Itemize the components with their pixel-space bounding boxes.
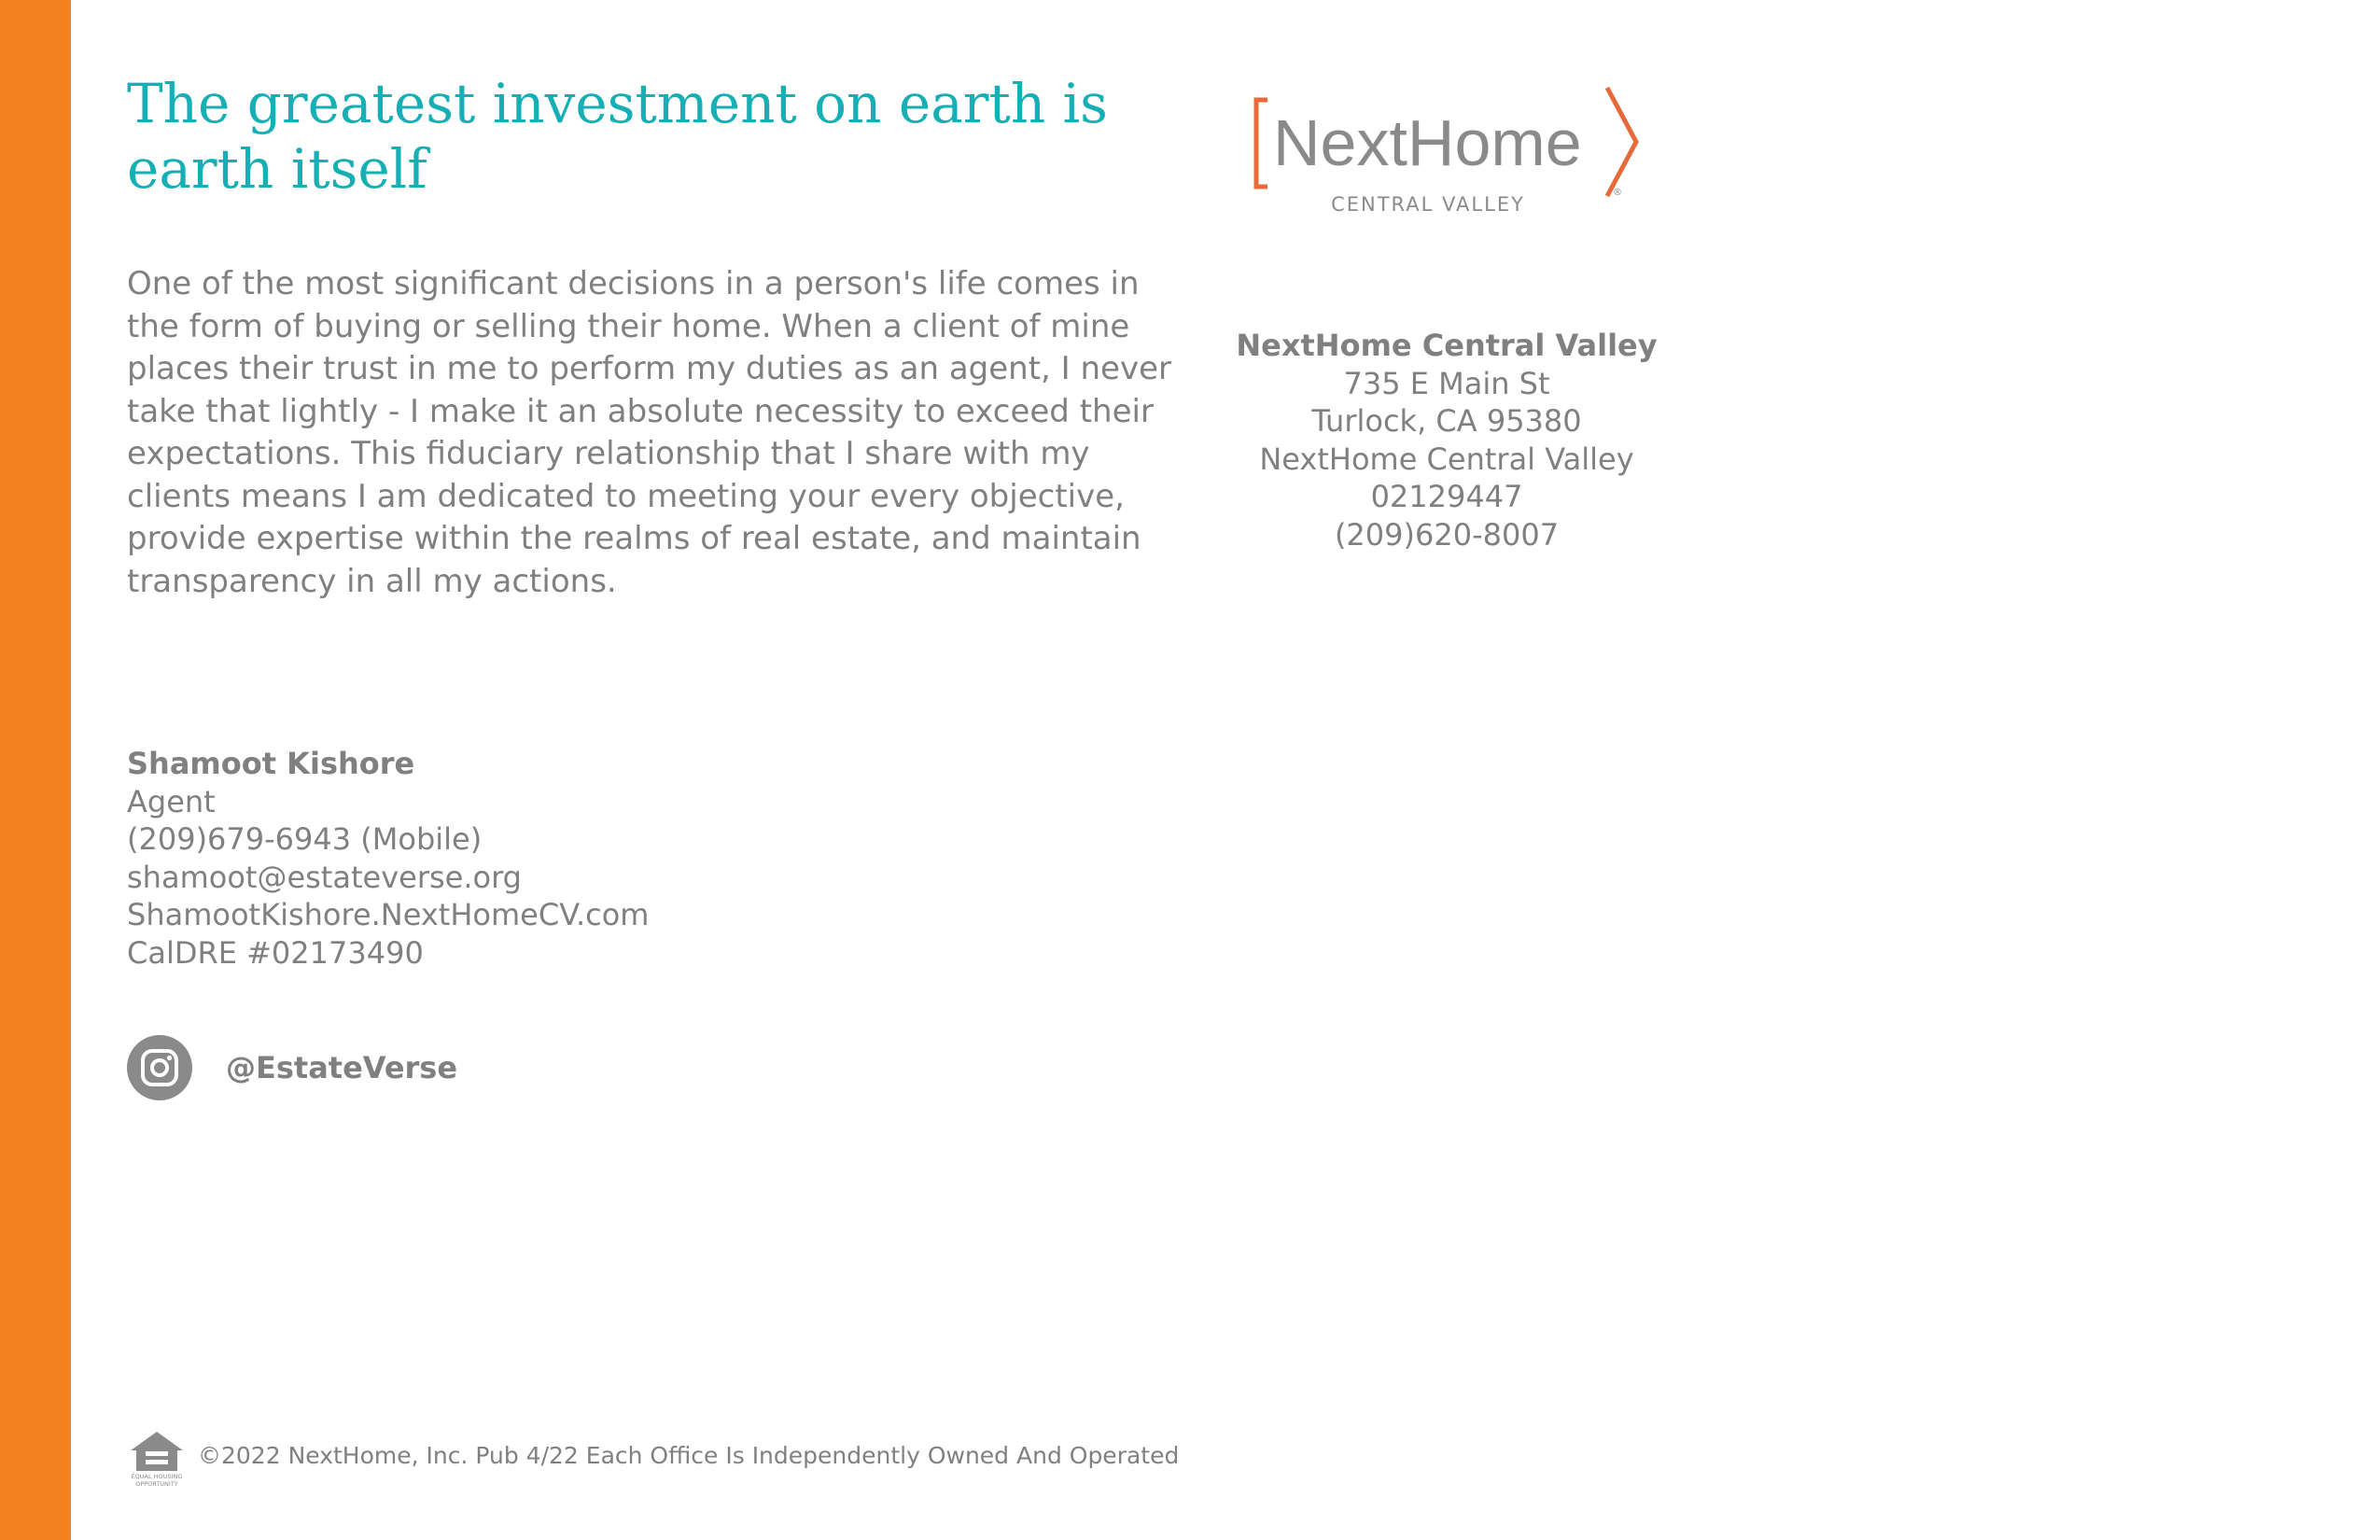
office-info-block [1213,327,1680,553]
agent-license: CalDRE #02173490 [127,934,424,971]
accent-side-bar [0,0,71,1540]
agent-email[interactable]: shamoot@estateverse.org [127,859,522,895]
nexthome-logo [1241,75,1671,224]
agent-phone[interactable]: (209)679-6943 (Mobile) [127,821,483,857]
logo-registered-mark: ® [1613,188,1622,198]
agent-name: Shamoot Kishore [127,746,415,781]
office-license: 02129447 [1370,479,1523,514]
social-link[interactable] [127,1034,457,1101]
agent-bio: One of the most significant decisions in a person's life comes in the form of buying or selling their home. When a client of mine places their trust in me to perform my duties as an agent, I never take that lightly - I make it an absolute necessity to exceed their expectations. This fiduciary relationship that I share with my clients means I am dedicated to meeting your every objective, provide expertise within the realms of real estate, and maintain transparency in all my actions. [127,265,1171,600]
footer [127,1428,1179,1488]
equal-housing-opportunity-icon [127,1428,187,1488]
office-name: NextHome Central Valley [1236,328,1658,363]
footer-disclaimer: ©2022 NextHome, Inc. Pub 4/22 Each Office Is Independently Owned And Operated [198,1441,1180,1469]
eho-text-line2: OPPORTUNITY [135,1480,178,1488]
agent-website[interactable]: ShamootKishore.NextHomeCV.com [127,897,650,932]
instagram-handle[interactable]: @EstateVerse [226,1050,458,1085]
office-phone[interactable]: (209)620-8007 [1334,516,1560,553]
logo-subtitle: CENTRAL VALLEY [1331,193,1525,216]
office-brokerage: NextHome Central Valley [1259,441,1634,477]
agent-contact-block [127,745,649,972]
headline: The greatest investment on earth is earth itself [127,72,1108,201]
logo-left-bracket [1256,100,1267,187]
office-city: Turlock, CA 95380 [1311,403,1582,439]
office-street: 735 E Main St [1343,365,1550,401]
instagram-icon[interactable] [127,1035,192,1100]
logo-wordmark: NextHome [1273,106,1582,179]
eho-text-line1: EQUAL HOUSING [131,1473,183,1480]
logo-right-chevron [1607,88,1636,196]
agent-title: Agent [127,783,216,819]
